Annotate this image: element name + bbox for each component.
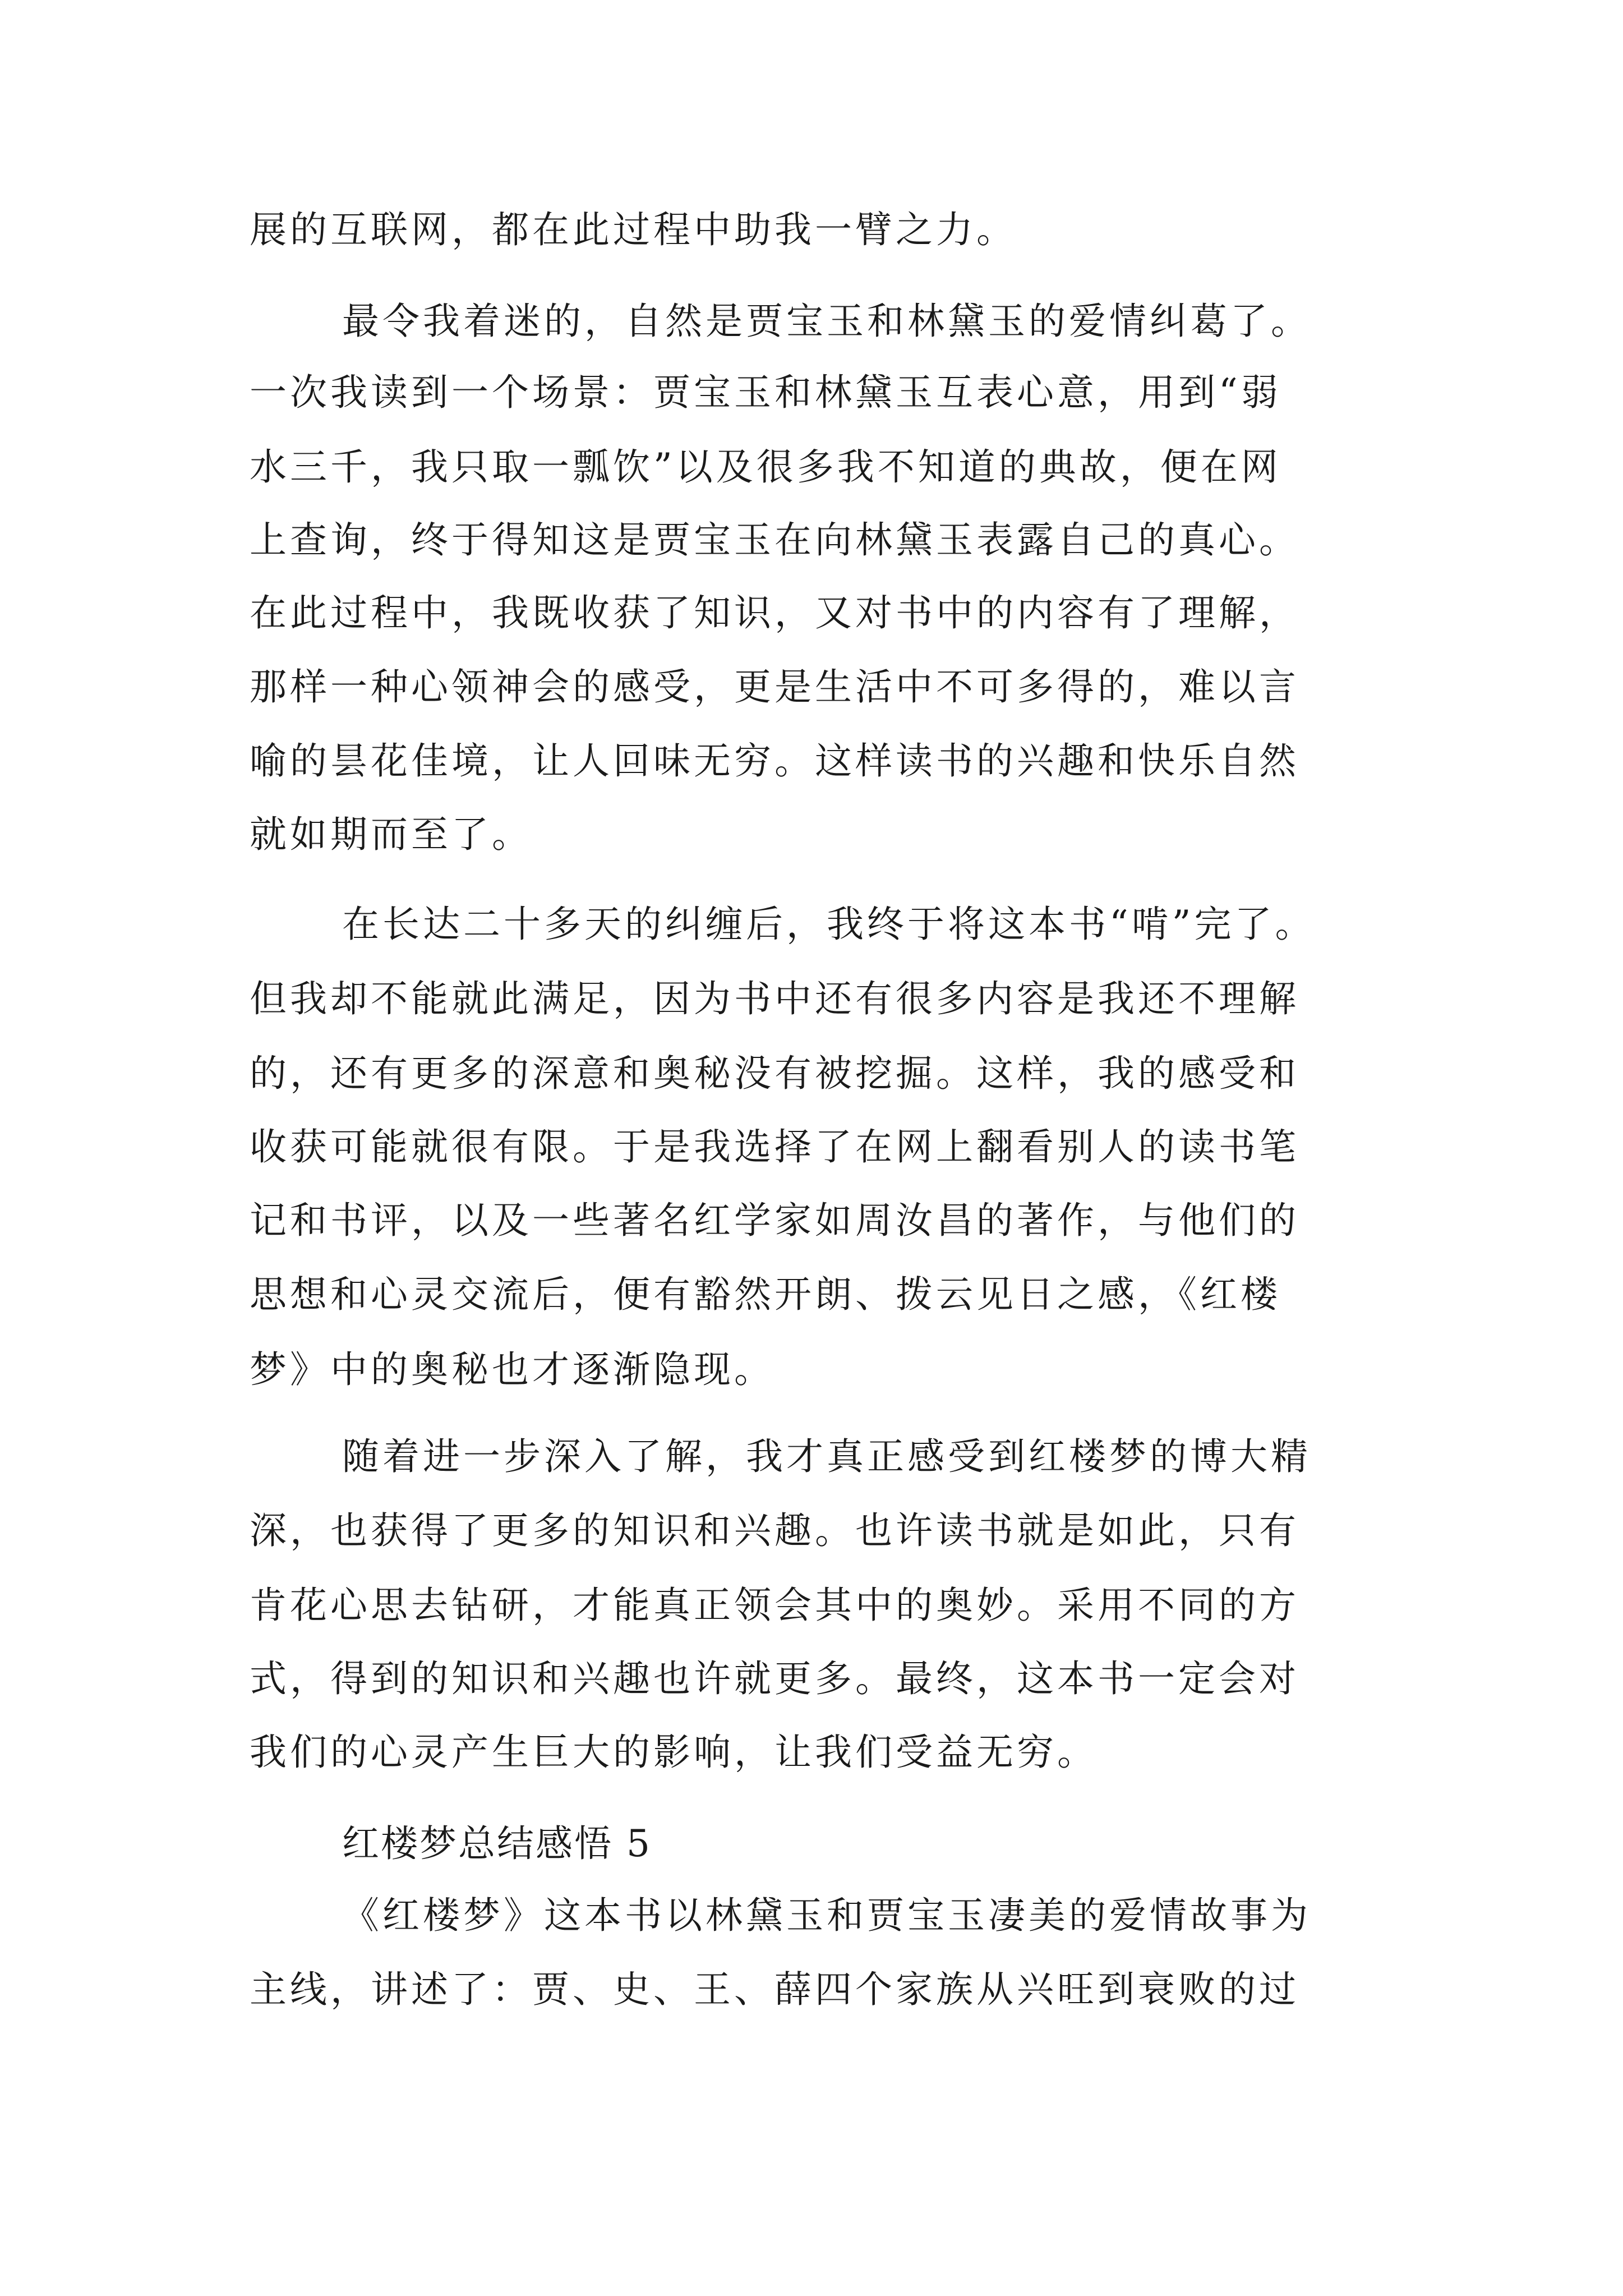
text-line-14: 记和书评，以及一些著名红学家如周汝昌的著作，与他们的 bbox=[250, 1199, 1299, 1242]
text-line-4: 水三千，我只取一瓢饮”以及很多我不知道的典故，便在网 bbox=[250, 445, 1281, 489]
text-line-5: 上查询，终于得知这是贾宝玉在向林黛玉表露自己的真心。 bbox=[250, 518, 1299, 562]
paragraph-start-line: 最令我着迷的，自然是贾宝玉和林黛玉的爱情纠葛了。 bbox=[342, 300, 1311, 343]
text-line-3: 一次我读到一个场景：贾宝玉和林黛玉互表心意，用到“弱 bbox=[250, 371, 1281, 414]
text-line-15: 思想和心灵交流后，便有豁然开朗、拨云见日之感，《红楼 bbox=[250, 1273, 1281, 1316]
text-line-1: 展的互联网，都在此过程中助我一臂之力。 bbox=[250, 208, 1017, 251]
text-line-21: 我们的心灵产生巨大的影响，让我们受益无穷。 bbox=[250, 1731, 1098, 1774]
paragraph-start-line: 《红楼梦》这本书以林黛玉和贾宝玉凄美的爱情故事为 bbox=[342, 1894, 1311, 1937]
section-heading: 红楼梦总结感悟 5 bbox=[342, 1822, 652, 1865]
text-line-20: 式，得到的知识和兴趣也许就更多。最终，这本书一定会对 bbox=[250, 1657, 1299, 1700]
text-line-24: 主线，讲述了：贾、史、王、薛四个家族从兴旺到衰败的过 bbox=[250, 1968, 1299, 2011]
paragraph-start-line: 随着进一步深入了解，我才真正感受到红楼梦的博大精 bbox=[342, 1435, 1311, 1478]
text-line-6: 在此过程中，我既收获了知识，又对书中的内容有了理解， bbox=[250, 591, 1299, 634]
text-line-9: 就如期而至了。 bbox=[250, 813, 532, 856]
text-line-19: 肯花心思去钻研，才能真正领会其中的奥妙。采用不同的方 bbox=[250, 1584, 1299, 1627]
text-line-12: 的，还有更多的深意和奥秘没有被挖掘。这样，我的感受和 bbox=[250, 1052, 1299, 1095]
paragraph-start-line: 在长达二十多天的纠缠后，我终于将这本书“啃”完了。 bbox=[342, 903, 1316, 946]
text-line-18: 深，也获得了更多的知识和兴趣。也许读书就是如此，只有 bbox=[250, 1509, 1299, 1552]
text-line-11: 但我却不能就此满足，因为书中还有很多内容是我还不理解 bbox=[250, 977, 1299, 1020]
text-line-16: 梦》中的奥秘也才逐渐隐现。 bbox=[250, 1348, 774, 1391]
text-line-8: 喻的昙花佳境，让人回味无穷。这样读书的兴趣和快乐自然 bbox=[250, 739, 1299, 783]
text-line-7: 那样一种心领神会的感受，更是生活中不可多得的，难以言 bbox=[250, 665, 1299, 708]
text-line-13: 收获可能就很有限。于是我选择了在网上翻看别人的读书笔 bbox=[250, 1125, 1299, 1168]
